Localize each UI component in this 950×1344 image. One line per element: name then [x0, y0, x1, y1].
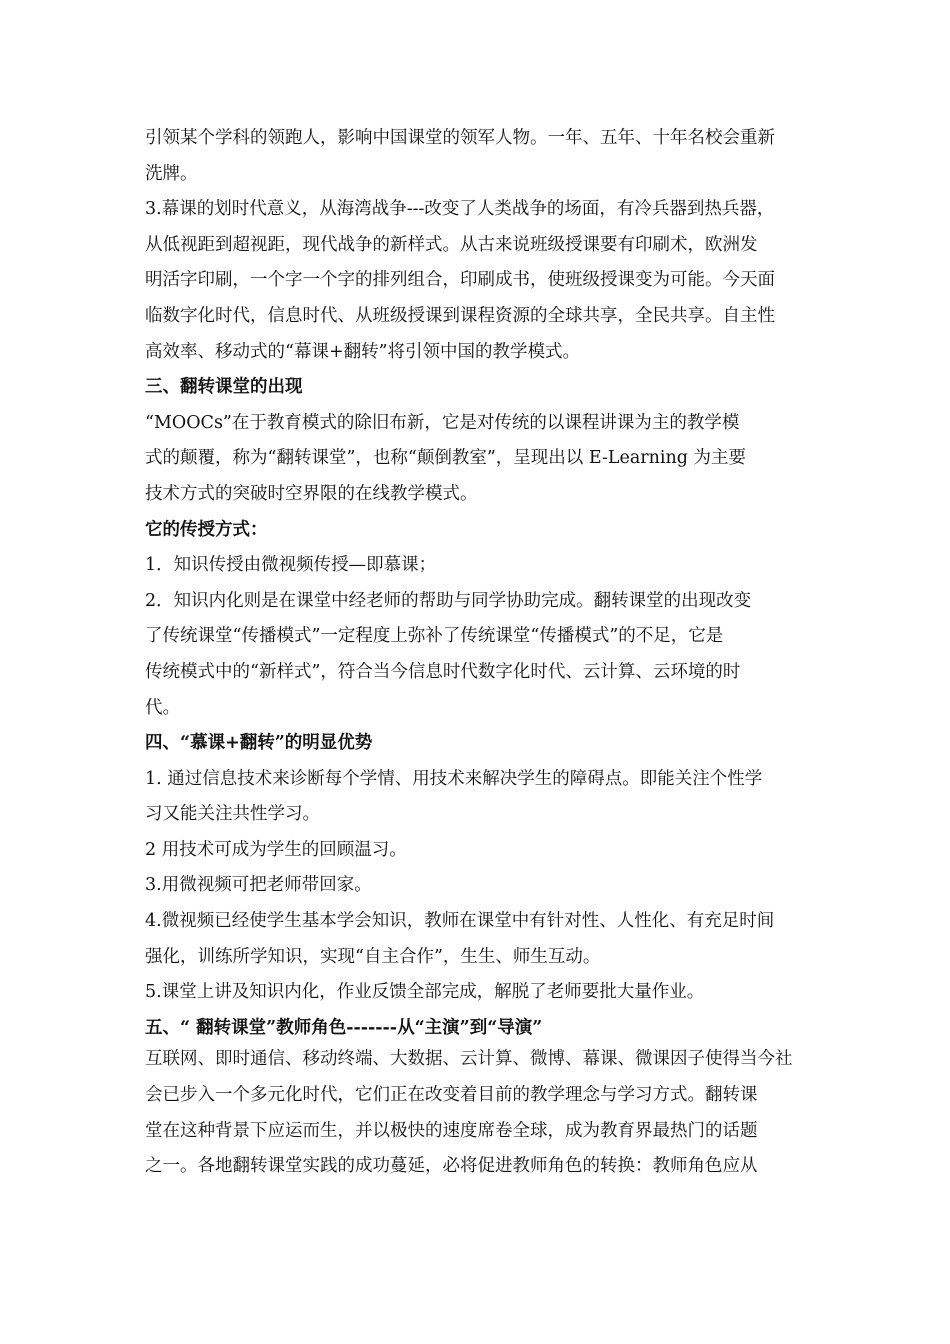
list-item: 4.微视频已经使学生基本学会知识，教师在课堂中有针对性、人性化、有充足时间 — [145, 911, 775, 932]
paragraph-line: “MOOCs”在于教育模式的除旧布新，它是对传统的以课程讲课为主的教学模 — [145, 412, 740, 433]
section-heading-5: 五、“ 翻转课堂”教师角色-------从“主演”到“导演” — [145, 1017, 543, 1038]
paragraph-line: 技术方式的突破时空界限的在线教学模式。 — [145, 483, 478, 504]
list-item: 5.课堂上讲及知识内化，作业反馈全部完成，解脱了老师要批大量作业。 — [145, 982, 705, 1003]
list-item: 1. 通过信息技术来诊断每个学情、用技术来解决学生的障碍点。即能关注个性学 — [145, 768, 763, 789]
subheading-method: 它的传授方式： — [145, 519, 268, 540]
paragraph-line: 从低视距到超视距，现代战争的新样式。从古来说班级授课要有印刷术，欧洲发 — [145, 234, 758, 255]
paragraph-line: 互联网、即时通信、移动终端、大数据、云计算、微博、幕课、微课因子使得当今社 — [145, 1049, 793, 1070]
paragraph-line: 临数字化时代，信息时代、从班级授课到课程资源的全球共享，全民共享。自主性 — [145, 305, 775, 326]
list-item: 3.用微视频可把老师带回家。 — [145, 875, 372, 896]
list-item: 2 用技术可成为学生的回顾温习。 — [145, 839, 407, 860]
paragraph-line: 传统模式中的“新样式”，符合当今信息时代数字化时代、云计算、云环境的时 — [145, 661, 741, 682]
paragraph-line: 习又能关注共性学习。 — [145, 804, 320, 825]
paragraph-line: 代。 — [145, 697, 180, 718]
paragraph-line: 堂在这种背景下应运而生，并以极快的速度席卷全球，成为教育界最热门的话题 — [145, 1120, 758, 1141]
section-heading-3: 三、翻转课堂的出现 — [145, 377, 303, 398]
paragraph-line: 强化，训练所学知识，实现“自主合作”，生生、师生互动。 — [145, 946, 601, 967]
paragraph-line: 之一。各地翻转课堂实践的成功蔓延，必将促进教师角色的转换：教师角色应从 — [145, 1156, 758, 1177]
document-page — [145, 121, 810, 1185]
paragraph-line: 式的颠覆，称为“翻转课堂”，也称“颠倒教室”，呈现出以 E-Learning 为主要 — [145, 448, 747, 469]
paragraph-line: 引领某个学科的领跑人，影响中国课堂的领军人物。一年、五年、十年名校会重新 — [145, 128, 775, 148]
paragraph-line: 明活字印刷，一个字一个字的排列组合，印刷成书，使班级授课变为可能。今天面 — [145, 270, 775, 291]
paragraph-line: 3.幕课的划时代意义，从海湾战争---改变了人类战争的场面，有冷兵器到热兵器， — [145, 199, 775, 220]
list-item: 1．知识传授由微视频传授—即慕课； — [145, 555, 437, 576]
paragraph-line: 会已步入一个多元化时代，它们正在改变着目前的教学理念与学习方式。翻转课 — [145, 1085, 758, 1106]
paragraph-line: 高效率、移动式的“幕课+翻转”将引领中国的教学模式。 — [145, 341, 581, 362]
paragraph-line: 了传统课堂“传播模式”一定程度上弥补了传统课堂“传播模式”的不足，它是 — [145, 626, 724, 647]
paragraph-line: 洗牌。 — [145, 163, 198, 184]
section-heading-4: 四、“慕课+翻转”的明显优势 — [145, 733, 373, 754]
list-item: 2．知识内化则是在课堂中经老师的帮助与同学协助完成。翻转课堂的出现改变 — [145, 590, 752, 611]
